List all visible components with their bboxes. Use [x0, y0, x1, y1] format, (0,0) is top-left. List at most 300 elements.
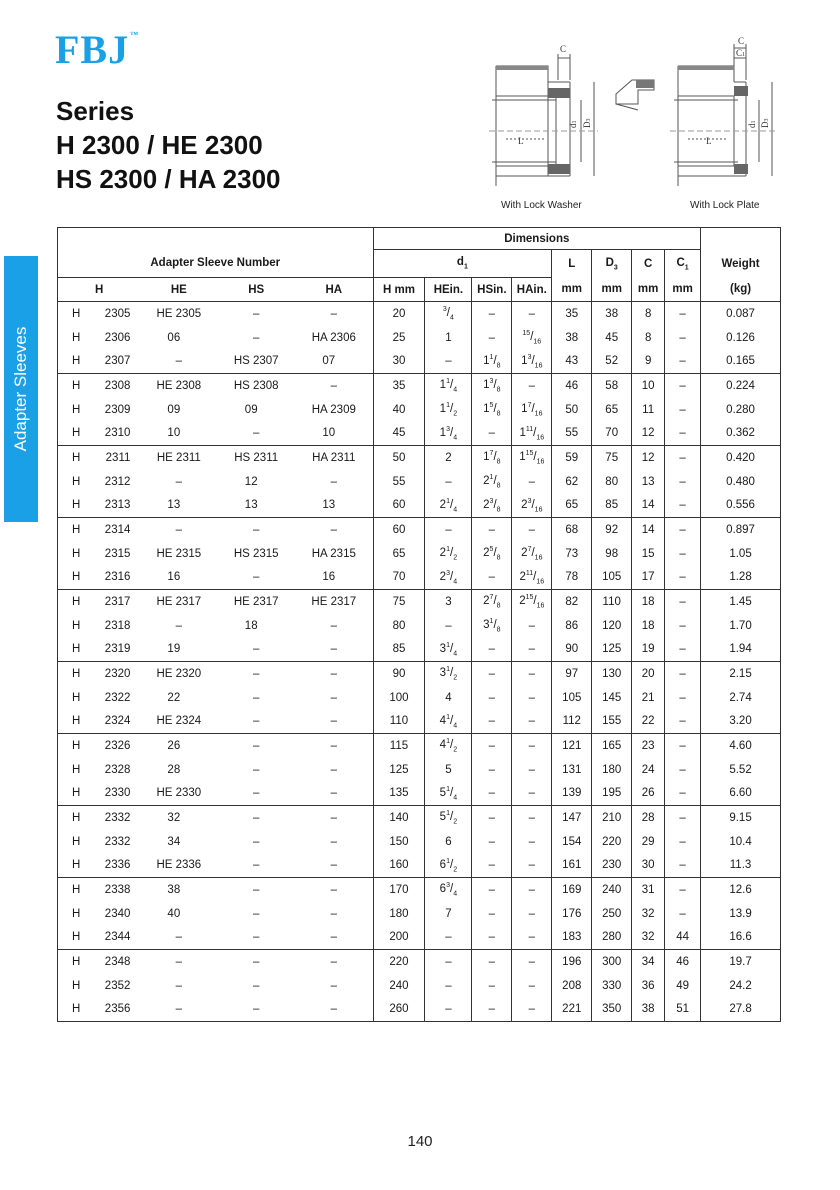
cell: – — [425, 614, 472, 638]
cell: 0.362 — [726, 427, 755, 440]
cell: 250 — [592, 902, 632, 926]
side-tab — [4, 256, 38, 522]
cell: – — [472, 326, 512, 350]
cell: – — [472, 974, 512, 998]
cell: 180 — [373, 902, 425, 926]
cell: HE 2308 — [140, 374, 217, 398]
cell: – — [665, 782, 701, 806]
cell: – — [175, 475, 183, 488]
cell: 0.087 — [726, 307, 755, 320]
cell-h-number: H 2317 — [58, 590, 141, 614]
cell: – — [512, 854, 552, 878]
cell: – — [665, 302, 701, 326]
cell: $6^1/_2$ — [425, 854, 472, 878]
cell: $1^3/_8$ — [472, 374, 512, 398]
header-weight: Weight — [721, 257, 760, 270]
cell: – — [175, 931, 183, 944]
cell: – — [295, 806, 373, 830]
col-c1-mm: mm — [665, 278, 701, 302]
cell: – — [217, 806, 295, 830]
cell: 5 — [425, 758, 472, 782]
table-row — [58, 494, 781, 518]
cell: 9 — [632, 350, 665, 374]
cell: 2.15 — [701, 662, 781, 686]
cell: – — [665, 830, 701, 854]
cell: – — [472, 998, 512, 1022]
cell: HA 2306 — [295, 326, 373, 350]
cell: – — [472, 566, 512, 590]
cell: 180 — [592, 758, 632, 782]
cell-h-number: H 2344 — [72, 931, 131, 944]
cell: – — [512, 998, 552, 1022]
cell: – — [665, 854, 701, 878]
cell: 1.05 — [729, 547, 752, 560]
cell: – — [252, 1003, 260, 1016]
cell: $4^1/_2$ — [425, 734, 472, 758]
cell-h-number: H 2352 — [72, 979, 131, 992]
lock-plate-caption: With Lock Plate — [690, 200, 760, 211]
cell: – — [217, 734, 295, 758]
cell: $1^1/_2$ — [425, 398, 472, 422]
cell: HE 2330 — [156, 787, 202, 800]
cell: 55 — [373, 470, 425, 494]
adapter-sleeve-table — [57, 227, 781, 1022]
table-row — [58, 542, 781, 566]
cell-h-number: H 2308 — [58, 374, 141, 398]
cell: 176 — [552, 902, 592, 926]
cell: 49 — [665, 974, 701, 998]
cell: 07 — [295, 350, 373, 374]
cell-h-number: H 2318 — [72, 619, 131, 632]
cell-h-number: H 2320 — [58, 662, 141, 686]
cell: 10 — [632, 374, 665, 398]
table-row — [58, 398, 781, 422]
cell: 9.15 — [701, 806, 781, 830]
col-c-mm: mm — [632, 278, 665, 302]
table-row — [58, 950, 781, 974]
cell-h-number: H 2336 — [72, 859, 131, 872]
cell: 0.420 — [701, 446, 781, 470]
cell: 112 — [552, 710, 592, 734]
cell: – — [665, 686, 701, 710]
cell-h-number: H 2306 — [72, 331, 131, 344]
cell: 45 — [592, 326, 632, 350]
cell-h-number: H 2330 — [72, 787, 131, 800]
cell: – — [512, 614, 552, 638]
cell: – — [425, 470, 472, 494]
table-row — [58, 782, 781, 806]
cell: 183 — [552, 926, 592, 950]
header-d1: $d_1$ — [373, 250, 552, 278]
cell: 75 — [373, 590, 425, 614]
cell: 75 — [592, 446, 632, 470]
cell: 12 — [244, 475, 258, 488]
cell: 2 — [425, 446, 472, 470]
cell: 26 — [632, 782, 665, 806]
cell: – — [472, 422, 512, 446]
cell-h-number: H 2307 — [72, 355, 131, 368]
cell: – — [512, 470, 552, 494]
cell: 200 — [373, 926, 425, 950]
cell: 29 — [632, 830, 665, 854]
cell: $^3/_4$ — [425, 302, 472, 326]
lock-detail-drawing — [612, 70, 662, 120]
cell: 330 — [592, 974, 632, 998]
cell: – — [665, 398, 701, 422]
cell: $2^3/_8$ — [472, 494, 512, 518]
cell: – — [472, 686, 512, 710]
cell-h-number: H 2310 — [72, 427, 131, 440]
cell: 18 — [632, 614, 665, 638]
cell: 0.556 — [726, 499, 755, 512]
col-hmm: H mm — [373, 278, 425, 302]
cell: 58 — [592, 374, 632, 398]
cell: – — [472, 782, 512, 806]
cell: $2^3/_4$ — [425, 566, 472, 590]
cell: 0.897 — [701, 518, 781, 542]
cell: 350 — [592, 998, 632, 1022]
cell: 110 — [373, 710, 425, 734]
cell: $2^7/_{16}$ — [512, 542, 552, 566]
table-row — [58, 902, 781, 926]
cell: 55 — [552, 422, 592, 446]
series-line-1: Series — [56, 96, 135, 126]
cell-h-number: H 2305 — [72, 307, 131, 320]
cell: $5^1/_4$ — [425, 782, 472, 806]
cell: – — [512, 878, 552, 902]
cell: – — [665, 638, 701, 662]
table-row — [58, 326, 781, 350]
cell: 10 — [295, 422, 373, 446]
col-ha: HA — [295, 278, 373, 302]
cell: – — [217, 518, 295, 542]
cell-h-number: H 2312 — [72, 475, 131, 488]
cell: 13 — [632, 470, 665, 494]
cell: 45 — [373, 422, 425, 446]
table-row — [58, 926, 781, 950]
cell: 230 — [592, 854, 632, 878]
cell: – — [295, 974, 373, 998]
cell: – — [512, 950, 552, 974]
cell: – — [295, 638, 373, 662]
cell: – — [252, 787, 260, 800]
cell: 31 — [632, 878, 665, 902]
dim-label-l-plate: L — [706, 136, 712, 146]
cell: 30 — [632, 854, 665, 878]
cell: 22 — [167, 691, 181, 704]
cell: 14 — [632, 494, 665, 518]
cell: 32 — [632, 902, 665, 926]
cell: $4^1/_4$ — [425, 710, 472, 734]
cell: – — [252, 979, 260, 992]
cell: 90 — [552, 638, 592, 662]
cell: HA 2309 — [295, 398, 373, 422]
dim-label-d1-plate: d1 — [747, 120, 757, 128]
cell: – — [472, 710, 512, 734]
series-line-3: HS 2300 / HA 2300 — [56, 164, 281, 194]
cell: – — [252, 931, 260, 944]
cell: HA 2311 — [295, 446, 373, 470]
cell: 135 — [373, 782, 425, 806]
table-row — [58, 470, 781, 494]
cell: 32 — [140, 806, 217, 830]
cell: 44 — [665, 926, 701, 950]
cell: HS 2308 — [217, 374, 295, 398]
cell: 195 — [592, 782, 632, 806]
cell: 260 — [373, 998, 425, 1022]
cell: 59 — [552, 446, 592, 470]
cell-h-number: H 2324 — [72, 715, 131, 728]
cell: 06 — [167, 331, 181, 344]
dim-label-c: C — [560, 44, 567, 54]
cell: 110 — [592, 590, 632, 614]
cell: 28 — [167, 763, 181, 776]
cell: 169 — [552, 878, 592, 902]
table-row — [58, 878, 781, 902]
cell: 10.4 — [729, 835, 752, 848]
cell: – — [295, 830, 373, 854]
cell: – — [295, 302, 373, 326]
cell: 19.7 — [701, 950, 781, 974]
table-row — [58, 686, 781, 710]
cell: – — [252, 307, 260, 320]
table-row — [58, 662, 781, 686]
cell: 70 — [592, 422, 632, 446]
cell: HA 2315 — [295, 542, 373, 566]
cell: 27.8 — [729, 1003, 752, 1016]
cell: 3.20 — [729, 715, 752, 728]
cell: 90 — [373, 662, 425, 686]
cell: – — [217, 878, 295, 902]
cell: 73 — [552, 542, 592, 566]
cell: – — [252, 427, 260, 440]
cell: 105 — [592, 566, 632, 590]
cell: 70 — [373, 566, 425, 590]
cell: 60 — [373, 494, 425, 518]
lock-washer-drawing — [488, 36, 608, 196]
cell: 80 — [373, 614, 425, 638]
cell: 20 — [373, 302, 425, 326]
lock-washer-caption: With Lock Washer — [501, 200, 582, 211]
cell-h-number: H 2316 — [72, 571, 131, 584]
cell: 65 — [552, 494, 592, 518]
cell: – — [295, 758, 373, 782]
cell-h-number: H 2348 — [58, 950, 141, 974]
cell: – — [665, 710, 701, 734]
cell: – — [665, 518, 701, 542]
cell: – — [295, 902, 373, 926]
cell: 34 — [632, 950, 665, 974]
cell: – — [512, 902, 552, 926]
cell-h-number: H 2313 — [72, 499, 131, 512]
cell: $2^{15}/_{16}$ — [512, 590, 552, 614]
cell: 40 — [167, 907, 181, 920]
cell: 40 — [373, 398, 425, 422]
cell: 16.6 — [729, 931, 752, 944]
table-row — [58, 830, 781, 854]
cell: 09 — [244, 403, 258, 416]
cell: – — [295, 374, 373, 398]
cell: – — [425, 926, 472, 950]
col-he: HE — [140, 278, 217, 302]
table-row — [58, 806, 781, 830]
cell: – — [295, 686, 373, 710]
cell: 85 — [373, 638, 425, 662]
cell: 6 — [425, 830, 472, 854]
cell: $1^1/_8$ — [472, 350, 512, 374]
cell: 105 — [552, 686, 592, 710]
cell: 240 — [373, 974, 425, 998]
cell: 50 — [373, 446, 425, 470]
cell: HE 2317 — [140, 590, 217, 614]
cell: – — [472, 302, 512, 326]
cell: 65 — [373, 542, 425, 566]
cell: 145 — [592, 686, 632, 710]
cell: – — [295, 854, 373, 878]
table-row — [58, 422, 781, 446]
cell: 43 — [552, 350, 592, 374]
cell: 10 — [167, 427, 181, 440]
table-row — [58, 374, 781, 398]
cell: $2^1/_4$ — [425, 494, 472, 518]
table-row — [58, 734, 781, 758]
cell: – — [472, 734, 512, 758]
cell-h-number: H 2314 — [58, 518, 141, 542]
cell: – — [425, 350, 472, 374]
cell: 92 — [592, 518, 632, 542]
cell: – — [295, 470, 373, 494]
table-row — [58, 974, 781, 998]
cell: – — [665, 470, 701, 494]
cell: HE 2311 — [140, 446, 217, 470]
cell: 131 — [552, 758, 592, 782]
cell: 125 — [592, 638, 632, 662]
cell: 85 — [592, 494, 632, 518]
cell: 8 — [632, 302, 665, 326]
cell: $3^1/_8$ — [472, 614, 512, 638]
cell: 60 — [373, 518, 425, 542]
lock-plate-drawing — [664, 36, 784, 196]
cell: – — [252, 835, 260, 848]
cell: 80 — [592, 470, 632, 494]
cell: – — [512, 734, 552, 758]
cell-h-number: H 2332 — [58, 806, 141, 830]
cell: 35 — [373, 374, 425, 398]
cell: $1^1/_4$ — [425, 374, 472, 398]
cell: 1.70 — [729, 619, 752, 632]
cell: 36 — [632, 974, 665, 998]
cell: 28 — [632, 806, 665, 830]
cell: – — [512, 830, 552, 854]
cell: – — [295, 950, 373, 974]
cell: – — [252, 691, 260, 704]
cell: – — [665, 446, 701, 470]
cell: – — [665, 614, 701, 638]
series-line-2: H 2300 / HE 2300 — [56, 130, 263, 160]
header-c1: $C_1$ — [665, 250, 701, 278]
table-row — [58, 446, 781, 470]
cell: – — [512, 806, 552, 830]
cell: – — [252, 859, 260, 872]
cell: 38 — [140, 878, 217, 902]
cell: 23 — [632, 734, 665, 758]
cell: – — [512, 926, 552, 950]
cell-h-number: H 2315 — [72, 547, 131, 560]
table-row — [58, 302, 781, 326]
cell: – — [512, 782, 552, 806]
cell: 46 — [552, 374, 592, 398]
page-number: 140 — [407, 1133, 433, 1150]
cell: 125 — [373, 758, 425, 782]
cell: – — [472, 806, 512, 830]
cell-h-number: H 2328 — [72, 763, 131, 776]
series-title — [56, 94, 281, 196]
dim-label-d3: D3 — [582, 118, 592, 128]
cell: 220 — [373, 950, 425, 974]
cell: HE 2317 — [217, 590, 295, 614]
cell: 50 — [552, 398, 592, 422]
cell: 0.224 — [701, 374, 781, 398]
cell: 120 — [592, 614, 632, 638]
header-l: L — [552, 250, 592, 278]
cell: – — [665, 542, 701, 566]
cell: – — [472, 830, 512, 854]
table-row — [58, 998, 781, 1022]
cell: HE 2320 — [140, 662, 217, 686]
cell: 0.126 — [726, 331, 755, 344]
dim-label-l: L — [518, 136, 524, 146]
cell: 165 — [592, 734, 632, 758]
cell: 19 — [167, 643, 181, 656]
cell: 115 — [373, 734, 425, 758]
cell: 1.28 — [729, 571, 752, 584]
brand-logo: FBJ™ — [55, 27, 140, 72]
cell: 12.6 — [701, 878, 781, 902]
col-d3-mm: mm — [592, 278, 632, 302]
cell: – — [175, 619, 183, 632]
cell: – — [512, 974, 552, 998]
cell: – — [175, 355, 183, 368]
cell: – — [252, 763, 260, 776]
cell: – — [425, 998, 472, 1022]
cell: 25 — [373, 326, 425, 350]
header-adapter-sleeve-number: Adapter Sleeve Number — [58, 250, 374, 278]
cell: 4 — [425, 686, 472, 710]
cell-h-number: H 2326 — [58, 734, 141, 758]
cell: 139 — [552, 782, 592, 806]
dim-label-d3-plate: D3 — [760, 118, 770, 128]
cell: 12 — [632, 422, 665, 446]
cell: $6^3/_4$ — [425, 878, 472, 902]
cell: – — [665, 350, 701, 374]
cell: 14 — [632, 518, 665, 542]
cell: – — [665, 902, 701, 926]
cell: 22 — [632, 710, 665, 734]
cell-h-number: H 2332 — [72, 835, 131, 848]
cell: 13 — [167, 499, 181, 512]
cell: 16 — [295, 566, 373, 590]
cell: 34 — [167, 835, 181, 848]
cell: $1^3/_{16}$ — [512, 350, 552, 374]
cell: 220 — [592, 830, 632, 854]
cell: – — [425, 518, 472, 542]
cell: $2^{11}/_{16}$ — [512, 566, 552, 590]
cell: – — [217, 950, 295, 974]
cell: $2^1/_8$ — [472, 470, 512, 494]
cell: – — [175, 979, 183, 992]
cell: 16 — [167, 571, 181, 584]
col-hsin: HSin. — [472, 278, 512, 302]
